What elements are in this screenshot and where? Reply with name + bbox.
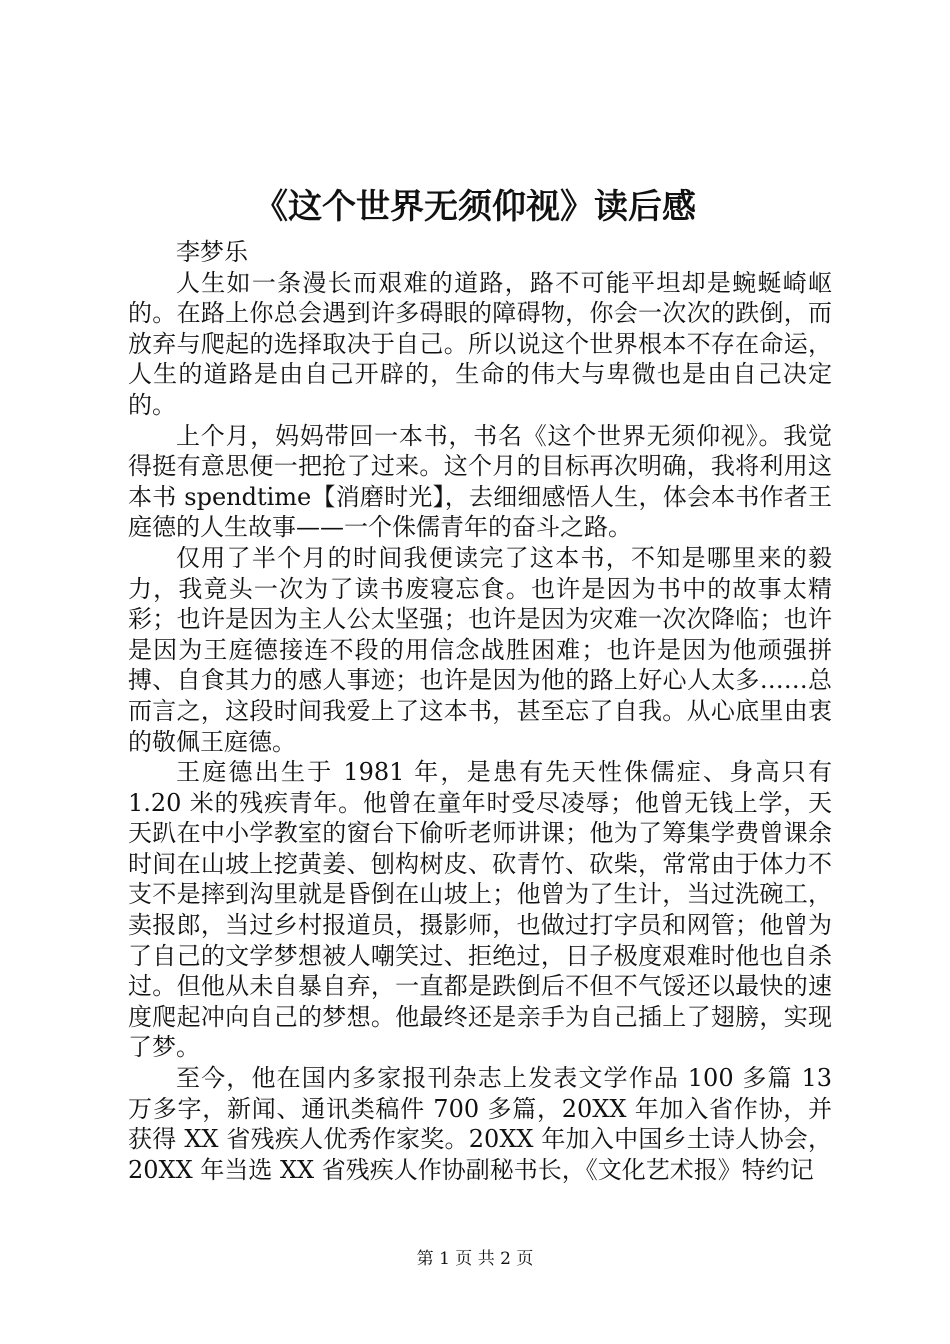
page-indicator: 第 1 页 共 2 页 bbox=[416, 1249, 534, 1269]
document-title: 《这个世界无须仰视》读后感 bbox=[254, 187, 696, 227]
paragraph-4: 王庭德出生于 1981 年，是患有先天性侏儒症、身高只有 1.20 米的残疾青年。他曾在童年时受尽凌辱；他曾无钱上学，天天趴在中小学教室的窗台下偷听老师讲课；他为了筹集学费曾课余时间在山坡上挖黄姜、刨构树皮、砍青竹、砍柴，常常由于体力不支不是摔到沟里就是昏倒在山坡上；他曾为了生计，当过洗碗工，卖报郎，当过乡村报道员，摄影师，也做过打字员和网管；他曾为了自己的文学梦想被人嘲笑过、拒绝过，日子极度艰难时他也自杀过。但他从未自暴自弃，一直都是跌倒后不但不气馁还以最快的速度爬起冲向自己的梦想。他最终还是亲手为自己插上了翅膀，实现了梦。 bbox=[128, 758, 832, 1062]
paragraph-1: 人生如一条漫长而艰难的道路，路不可能平坦却是蜿蜒崎岖的。在路上你总会遇到许多碍眼的障碍物，你会一次次的跌倒，而放弃与爬起的选择取决于自己。所以说这个世界根本不存在命运，人生的道路是由自己开辟的，生命的伟大与卑微也是由自己决定的。 bbox=[128, 268, 832, 419]
paragraph-5: 至今，他在国内多家报刊杂志上发表文学作品 100 多篇 13 万多字，新闻、通讯类稿件 700 多篇，20XX 年加入省作协，并获得 XX 省残疾人优秀作家奖。20XX 年加入中国乡土诗人协会，20XX 年当选 XX 省残疾人作协副秘书长，《文化艺术报》特约记 bbox=[128, 1064, 832, 1184]
author-name: 李梦乐 bbox=[176, 238, 248, 266]
document-body bbox=[128, 237, 832, 1185]
paragraph-3: 仅用了半个月的时间我便读完了这本书，不知是哪里来的毅力，我竟头一次为了读书废寝忘食。也许是因为书中的故事太精彩；也许是因为主人公太坚强；也许是因为灾难一次次降临；也许是因为王庭德接连不段的用信念战胜困难；也许是因为他顽强拼搏、自食其力的感人事迹；也许是因为他的路上好心人太多……总而言之，这段时间我爱上了这本书，甚至忘了自我。从心底里由衷的敬佩王庭德。 bbox=[128, 543, 832, 756]
paragraph-2: 上个月，妈妈带回一本书，书名《这个世界无须仰视》。我觉得挺有意思便一把抢了过来。这个月的目标再次明确，我将利用这本书 spendtime【消磨时光】，去细细感悟人生，体会本书作者王庭德的人生故事——一个侏儒青年的奋斗之路。 bbox=[128, 421, 832, 542]
